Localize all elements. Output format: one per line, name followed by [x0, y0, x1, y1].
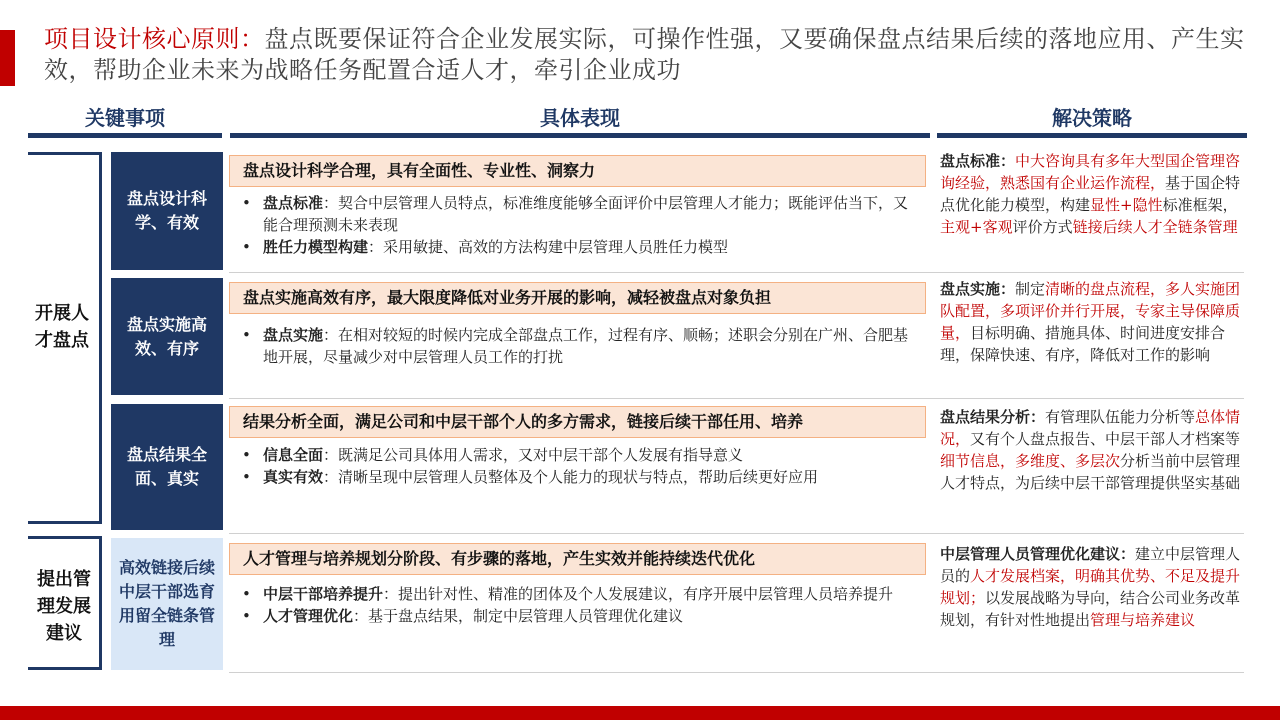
detail-block-chain-management [229, 543, 926, 627]
detail-bullet: • 盘点标准：契合中层管理人员特点，标准维度能够全面评价中层管理人才能力；既能评估当下，又能合理预测未来表现 [229, 192, 926, 236]
strategy-implementation: 盘点实施：制定清晰的盘点流程，多人实施团队配置，多项评价并行开展，专家主导保障质量，目标明确、措施具体、时间进度安排合理，保障快速、有序，降低对工作的影响 [940, 280, 1241, 364]
strategy-design: 盘点标准：中大咨询具有多年大型国企管理咨询经验，熟悉国有企业运作流程，基于国企特点优化能力模型，构建显性+隐性标准框架，主观+客观评价方式链接后续人才全链条管理 [940, 152, 1241, 236]
key-item-results: 盘点结果全面、真实 [111, 404, 223, 530]
row-divider [229, 272, 1244, 273]
detail-block-design [229, 155, 926, 258]
detail-band: 结果分析全面，满足公司和中层干部个人的多方需求，链接后续干部任用、培养 [229, 406, 926, 438]
key-item-design: 盘点设计科学、有效 [111, 152, 223, 270]
detail-band: 盘点设计科学合理，具有全面性、专业性、洞察力 [229, 155, 926, 187]
group-label-advice: 提出管理发展建议 [37, 569, 91, 644]
detail-block-implementation [229, 282, 926, 368]
header-strategy: 解决策略 [937, 104, 1247, 138]
header-details: 具体表现 [230, 104, 930, 138]
strategy-chain-management: 中层管理人员管理优化建议：建立中层管理人员的人才发展档案，明确其优势、不足及提升规划；以发展战略为导向，结合公司业务改革规划，有针对性地提出管理与培养建议 [940, 545, 1241, 629]
detail-bullet: • 中层干部培养提升：提出针对性、精准的团体及个人发展建议，有序开展中层管理人员培养提升 [229, 583, 926, 605]
detail-bullet: • 盘点实施：在相对较短的时候内完成全部盘点工作，过程有序、顺畅；述职会分别在广州、合肥基地开展，尽量减少对中层管理人员工作的打扰 [229, 324, 926, 368]
title-accent-bar [0, 30, 15, 86]
detail-band: 人才管理与培养规划分阶段、有步骤的落地，产生实效并能持续迭代优化 [229, 543, 926, 575]
detail-bullet: • 胜任力模型构建：采用敏捷、高效的方法构建中层管理人员胜任力模型 [229, 236, 926, 258]
detail-bullet: • 人才管理优化：基于盘点结果，制定中层管理人员管理优化建议 [229, 605, 926, 627]
detail-band: 盘点实施高效有序，最大限度降低对业务开展的影响，减轻被盘点对象负担 [229, 282, 926, 314]
header-key-items: 关键事项 [28, 104, 222, 138]
title-rest: 盘点既要保证符合企业发展实际，可操作性强，又要确保盘点结果后续的落地应用、产生实效，帮助企业未来为战略任务配置合适人才，牵引企业成功 [44, 25, 1245, 84]
group-label-inventory: 开展人才盘点 [35, 303, 89, 351]
strategy-results: 盘点结果分析：有管理队伍能力分析等总体情况，又有个人盘点报告、中层干部人才档案等细节信息，多维度、多层次分析当前中层管理人才特点，为后续中层干部管理提供坚实基础 [940, 408, 1241, 492]
row-divider [229, 672, 1244, 673]
detail-bullet: • 真实有效：清晰呈现中层管理人员整体及个人能力的现状与特点，帮助后续更好应用 [229, 466, 926, 488]
row-divider [229, 398, 1244, 399]
page-title [44, 24, 1264, 86]
footer-bar [0, 706, 1280, 720]
detail-block-results [229, 406, 926, 488]
key-item-implementation: 盘点实施高效、有序 [111, 278, 223, 395]
detail-bullet: • 信息全面：既满足公司具体用人需求，又对中层干部个人发展有指导意义 [229, 444, 926, 466]
row-divider [229, 533, 1244, 534]
key-item-chain-management: 高效链接后续中层干部选育用留全链条管理 [111, 538, 223, 670]
title-lead: 项目设计核心原则： [44, 25, 265, 53]
